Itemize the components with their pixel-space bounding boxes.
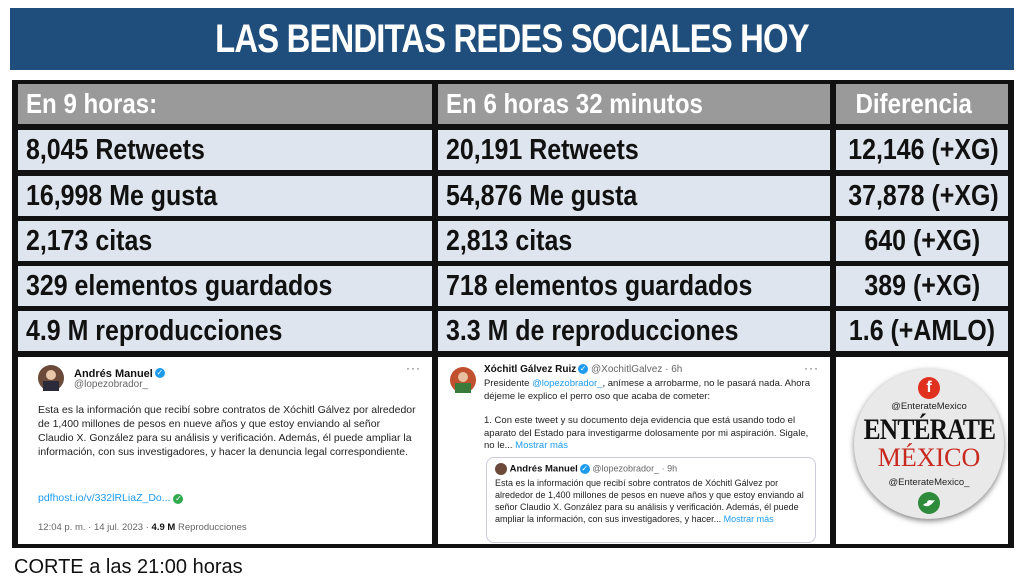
tweet-link[interactable]: pdfhost.io/v/332lRLiaZ_Do... ✓ bbox=[38, 492, 182, 504]
tweet-author-handle: @lopezobrador_ bbox=[74, 379, 149, 390]
row-5-col-1: 4.9 M reproducciones bbox=[18, 311, 432, 351]
more-options-icon[interactable]: ··· bbox=[406, 361, 421, 375]
tweet-text: Esta es la información que recibí sobre contratos de Xóchitl Gálvez por alrededor de 1,400 millones de pesos en nueve años y que estoy enviando al señor Claudio X. González para su análisis y verificación. Además, él puede ampliar la información, con sus investigadores, y hacer la denuncia legal correspondiente. bbox=[38, 404, 416, 458]
quote-author-handle: @lopezobrador_ · 9h bbox=[592, 463, 678, 474]
row-3-col-2: 2,813 citas bbox=[438, 221, 830, 261]
row-3-col-3: 640 (+XG) bbox=[836, 221, 1008, 261]
row-2-col-3: 37,878 (+XG) bbox=[836, 176, 1008, 216]
quote-text: Esta es la información que recibí sobre contratos de Xóchitl Gálvez por alrededor de 1,400 millones de pesos en nueve años y que estoy enviando al señor Claudio X. González para su análisis y verificación. Además, él puede ampliar la información, con sus investigadores, y hacer... Mostrar más bbox=[495, 478, 804, 524]
avatar-person-icon bbox=[38, 365, 64, 391]
row-2-col-1: 16,998 Me gusta bbox=[18, 176, 432, 216]
show-more-link[interactable]: Mostrar más bbox=[723, 514, 774, 524]
header-col-3: Diferencia bbox=[836, 84, 1008, 124]
avatar bbox=[495, 463, 507, 475]
logo-cell bbox=[836, 357, 1008, 544]
facebook-icon: f bbox=[918, 377, 940, 399]
avatar bbox=[450, 367, 476, 393]
footer-note: CORTE a las 21:00 horas bbox=[14, 556, 243, 578]
twitter-icon bbox=[918, 492, 940, 514]
tweet-text: Presidente @lopezobrador_, anímese a arrobarme, no le pasará nada. Ahora déjeme le explico el perro oso que acaba de cometer: bbox=[484, 378, 810, 402]
enterate-mexico-logo bbox=[854, 369, 1004, 519]
tweet-author-name: Andrés Manuel bbox=[74, 368, 153, 380]
more-options-icon[interactable]: ··· bbox=[804, 361, 819, 375]
bottom-handle: @EnterateMexico_ bbox=[888, 477, 970, 488]
row-5-col-2: 3.3 M de reproducciones bbox=[438, 311, 830, 351]
show-more-link[interactable]: Mostrar más bbox=[515, 440, 568, 451]
top-handle: @EnterateMexico bbox=[891, 401, 967, 412]
logo-word-enterate: ENTÉRATE bbox=[863, 413, 995, 446]
verified-icon: ✓ bbox=[579, 364, 587, 374]
check-icon: ✓ bbox=[175, 494, 182, 503]
quote-author-name: Andrés Manuel bbox=[509, 463, 578, 475]
comparison-table bbox=[12, 80, 1014, 548]
avatar-person-icon bbox=[450, 367, 476, 393]
row-2-col-2: 54,876 Me gusta bbox=[438, 176, 830, 216]
page-title: LAS BENDITAS REDES SOCIALES HOY bbox=[10, 8, 1014, 70]
quoted-tweet[interactable] bbox=[486, 457, 816, 543]
verified-icon: ✓ bbox=[581, 464, 589, 473]
logo-word-mexico: MÉXICO bbox=[877, 443, 981, 472]
tweet-xochitl bbox=[438, 357, 830, 544]
header-col-1: En 9 horas: bbox=[18, 84, 432, 124]
row-5-col-3: 1.6 (+AMLO) bbox=[836, 311, 1008, 351]
row-1-col-1: 8,045 Retweets bbox=[18, 130, 432, 170]
row-4-col-2: 718 elementos guardados bbox=[438, 266, 830, 306]
verified-icon: ✓ bbox=[156, 367, 164, 377]
tweet-amlo bbox=[18, 357, 432, 544]
row-3-col-1: 2,173 citas bbox=[18, 221, 432, 261]
row-1-col-3: 12,146 (+XG) bbox=[836, 130, 1008, 170]
row-4-col-1: 329 elementos guardados bbox=[18, 266, 432, 306]
row-4-col-3: 389 (+XG) bbox=[836, 266, 1008, 306]
avatar bbox=[38, 365, 64, 391]
header-col-2: En 6 horas 32 minutos bbox=[438, 84, 830, 124]
tweet-text-2: 1. Con este tweet y su documento deja evidencia que está usando todo el aparato del Estado para investigarme dolosamente por mi aspiración. Sigale, no le... Mostrar más bbox=[484, 415, 809, 451]
tweet-meta: 12:04 p. m. · 14 jul. 2023 · 4.9 M Reproducciones bbox=[38, 522, 247, 533]
tweet-author-handle: @XochitlGalvez · 6h bbox=[591, 364, 683, 375]
row-1-col-2: 20,191 Retweets bbox=[438, 130, 830, 170]
tweet-author-name: Xóchitl Gálvez Ruiz bbox=[484, 364, 577, 375]
